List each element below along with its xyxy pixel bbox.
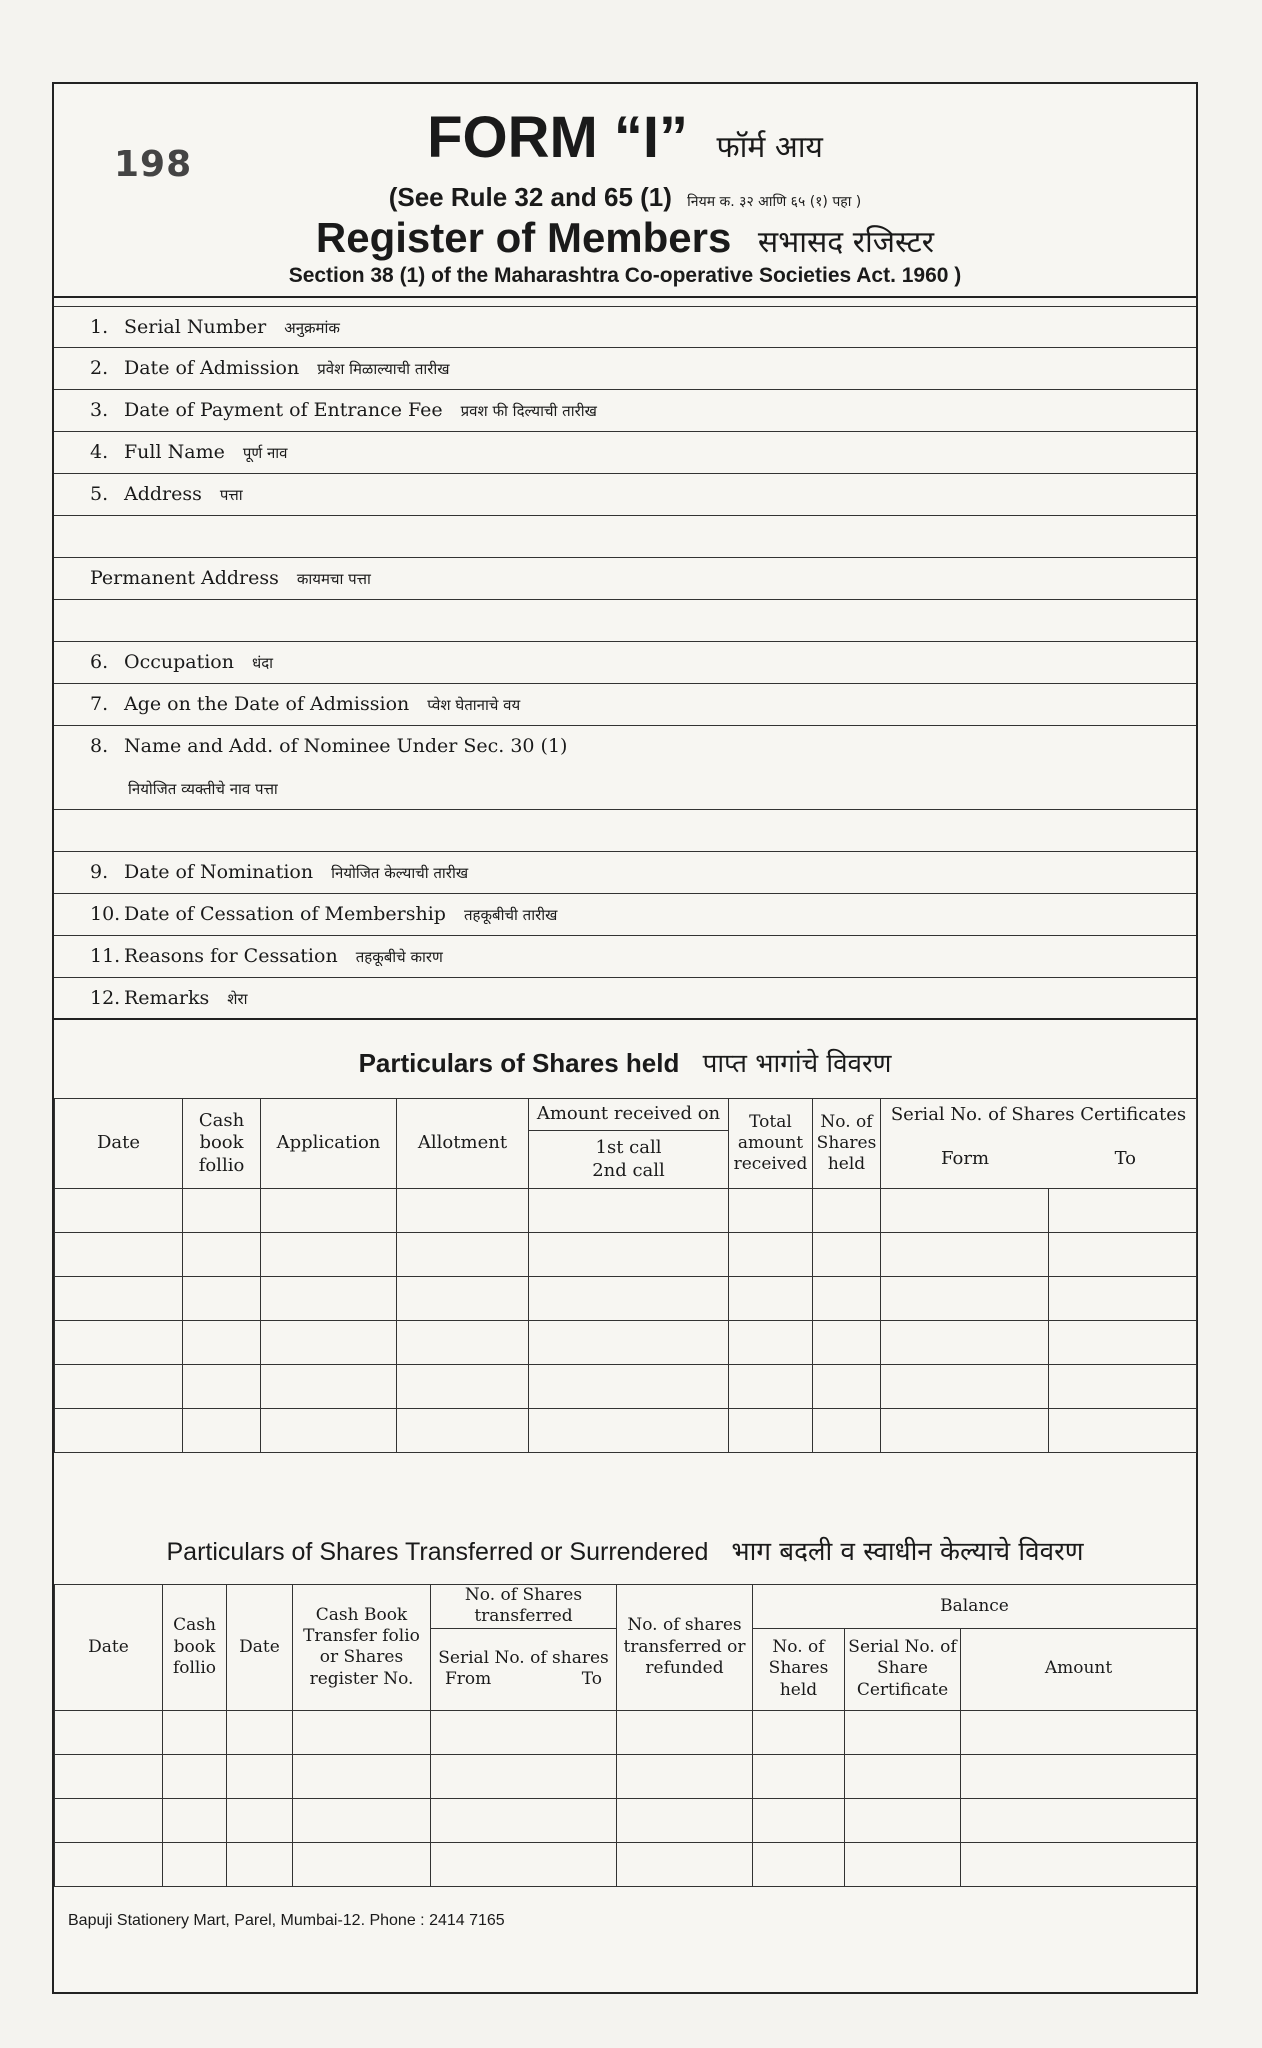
table-cell[interactable] [293, 1842, 431, 1886]
shares-transferred-title-text: Particulars of Shares Transferred or Surrendered [166, 1538, 709, 1566]
table-row [55, 1365, 1197, 1409]
table-cell[interactable] [1049, 1365, 1197, 1409]
table-cell[interactable] [293, 1754, 431, 1798]
field-number: 2. [90, 357, 109, 379]
table-cell[interactable] [813, 1321, 881, 1365]
table-cell[interactable] [1049, 1233, 1197, 1277]
field-label-devanagari: प्वेश घेतानाचे वय [427, 696, 521, 714]
table-cell[interactable] [293, 1710, 431, 1754]
table-cell[interactable] [261, 1321, 397, 1365]
table-cell[interactable] [397, 1277, 529, 1321]
table-cell[interactable] [1049, 1277, 1197, 1321]
table-cell[interactable] [163, 1754, 227, 1798]
handwritten-number: 198 [114, 144, 193, 185]
table-cell[interactable] [845, 1798, 961, 1842]
field-number: 1. [90, 316, 109, 338]
table-cell[interactable] [729, 1321, 813, 1365]
col-calls [529, 1131, 729, 1189]
table-cell[interactable] [183, 1277, 261, 1321]
table-cell[interactable] [845, 1842, 961, 1886]
col-balance-amount: Amount [961, 1628, 1197, 1710]
field-label-devanagari: नियोजित केल्याची तारीख [331, 864, 469, 882]
rule-reference [54, 182, 1196, 213]
table-cell[interactable] [881, 1365, 1049, 1409]
table-cell[interactable] [431, 1798, 617, 1842]
col-serial-no-shares [431, 1628, 617, 1710]
table-cell[interactable] [881, 1233, 1049, 1277]
table-cell[interactable] [431, 1842, 617, 1886]
table-cell[interactable] [55, 1754, 163, 1798]
member-fields [54, 306, 1196, 1020]
table-cell[interactable] [261, 1365, 397, 1409]
field-label: Date of Payment of Entrance Fee [124, 399, 443, 421]
table-cell[interactable] [397, 1189, 529, 1233]
field-label: Occupation [124, 651, 234, 673]
col-to: To [1114, 1148, 1137, 1169]
table-cell[interactable] [617, 1842, 753, 1886]
table-cell[interactable] [529, 1321, 729, 1365]
col-date: Date [55, 1585, 163, 1711]
table-cell[interactable] [813, 1189, 881, 1233]
table-cell[interactable] [55, 1409, 183, 1453]
shares-held-title-text: Particulars of Shares held [358, 1048, 680, 1078]
field-label: Date of Admission [124, 357, 300, 379]
table-cell[interactable] [261, 1233, 397, 1277]
form-title-devanagari: फॉर्म आय [716, 130, 823, 165]
field-label: Reasons for Cessation [124, 945, 338, 967]
register-title-text: Register of Members [315, 214, 732, 261]
table-cell[interactable] [55, 1798, 163, 1842]
table-cell[interactable] [617, 1754, 753, 1798]
table-cell[interactable] [163, 1710, 227, 1754]
table-cell[interactable] [529, 1189, 729, 1233]
table-row [55, 1277, 1197, 1321]
field-number: 5. [90, 483, 109, 505]
field-number: 12. [90, 987, 121, 1009]
table-cell[interactable] [845, 1710, 961, 1754]
act-reference: Section 38 (1) of the Maharashtra Co-operative Societies Act. 1960 ) [288, 264, 962, 287]
table-cell[interactable] [729, 1365, 813, 1409]
shares-transferred-title-devanagari: भाग बदली व स्वाधीन केल्याचे विवरण [731, 1537, 1084, 1567]
col-amount-received-on: Amount received on [529, 1099, 729, 1131]
field-label: Full Name [124, 441, 225, 463]
table-cell[interactable] [881, 1189, 1049, 1233]
table-cell[interactable] [845, 1754, 961, 1798]
rule-reference-text: (See Rule 32 and 65 (1) [388, 182, 672, 212]
table-cell[interactable] [397, 1321, 529, 1365]
field-number: 6. [90, 651, 109, 673]
table-cell[interactable] [55, 1233, 183, 1277]
register-title [54, 214, 1196, 262]
form-title [54, 104, 1196, 171]
table-cell[interactable] [163, 1842, 227, 1886]
table-cell[interactable] [55, 1321, 183, 1365]
col-transferred-or-refunded: No. of shares transferred or refunded [617, 1585, 753, 1711]
shares-held-table [54, 1098, 1197, 1453]
field-number: 10. [90, 903, 121, 925]
col-from: Form [941, 1148, 990, 1169]
shares-held-title-devanagari: पाप्त भागांचे विवरण [702, 1049, 892, 1079]
field-row-nominee[interactable] [54, 726, 1196, 768]
table-cell[interactable] [183, 1233, 261, 1277]
col-second-call: 2nd call [592, 1159, 665, 1181]
field-row-full-name[interactable] [54, 432, 1196, 474]
field-label: Address [124, 483, 202, 505]
field-row-date-of-nomination[interactable] [54, 852, 1196, 894]
table-cell[interactable] [881, 1277, 1049, 1321]
col-serial-no-certificates: Serial No. of Shares Certificates [881, 1099, 1197, 1131]
form-header [54, 84, 1196, 298]
col-serial-no-label: Serial No. of shares [438, 1647, 609, 1668]
table-cell[interactable] [227, 1842, 293, 1886]
form-title-text: FORM “I” [427, 105, 689, 170]
table-cell[interactable] [397, 1233, 529, 1277]
rule-reference-devanagari: नियम क. ३२ आणि ६५ (१) पहा ) [687, 194, 862, 210]
field-row-date-of-cessation[interactable] [54, 894, 1196, 936]
table-cell[interactable] [529, 1365, 729, 1409]
field-label-devanagari: पत्ता [219, 486, 243, 504]
table-row [55, 1233, 1197, 1277]
field-number: 11. [90, 945, 121, 967]
table-cell[interactable] [293, 1798, 431, 1842]
table-cell[interactable] [813, 1365, 881, 1409]
field-label-devanagari: शेरा [227, 990, 248, 1008]
field-label-devanagari: धंदा [251, 654, 274, 672]
field-row-age-on-admission[interactable] [54, 684, 1196, 726]
field-number: 3. [90, 399, 109, 421]
table-cell[interactable] [753, 1754, 845, 1798]
field-label-devanagari: तहकूबीची तारीख [463, 906, 558, 924]
field-row-address-continued[interactable] [54, 516, 1196, 558]
col-balance-no-of-shares: No. of Shares held [753, 1628, 845, 1710]
col-cash-book-folio: Cash book follio [163, 1585, 227, 1711]
form-page [52, 82, 1198, 1994]
table-cell[interactable] [431, 1710, 617, 1754]
col-date-2: Date [227, 1585, 293, 1711]
table-cell[interactable] [55, 1842, 163, 1886]
table-row [55, 1754, 1197, 1798]
field-row-entrance-fee-date[interactable] [54, 390, 1196, 432]
field-number: 7. [90, 693, 109, 715]
field-row-serial-number[interactable] [54, 306, 1196, 348]
col-date: Date [55, 1099, 183, 1189]
table-cell[interactable] [55, 1277, 183, 1321]
field-number: 4. [90, 441, 109, 463]
table-cell[interactable] [529, 1409, 729, 1453]
table-cell[interactable] [55, 1365, 183, 1409]
field-number: 9. [90, 861, 109, 883]
shares-held-body [55, 1189, 1197, 1453]
field-label: Permanent Address [90, 567, 279, 589]
table-cell[interactable] [1049, 1409, 1197, 1453]
table-row [55, 1189, 1197, 1233]
table-cell[interactable] [397, 1365, 529, 1409]
shares-held-title [54, 1044, 1196, 1080]
table-cell[interactable] [529, 1277, 729, 1321]
col-total-amount-received: Total amount received [729, 1099, 813, 1189]
table-cell[interactable] [1049, 1321, 1197, 1365]
field-label: Name and Add. of Nominee Under Sec. 30 (1) [124, 735, 568, 757]
table-row [55, 1842, 1197, 1886]
table-row [55, 1710, 1197, 1754]
table-cell[interactable] [753, 1798, 845, 1842]
shares-transferred-body [55, 1710, 1197, 1886]
table-cell[interactable] [397, 1409, 529, 1453]
field-row-date-of-admission[interactable] [54, 348, 1196, 390]
field-number: 8. [90, 735, 109, 757]
table-cell[interactable] [183, 1365, 261, 1409]
table-cell[interactable] [261, 1189, 397, 1233]
col-balance: Balance [753, 1585, 1197, 1629]
field-label-devanagari: प्रवश फी दिल्याची तारीख [460, 402, 597, 420]
field-row-address[interactable] [54, 474, 1196, 516]
shares-transferred-table [54, 1584, 1197, 1887]
table-cell[interactable] [881, 1321, 1049, 1365]
register-title-devanagari: सभासद रजिस्टर [757, 225, 935, 260]
table-cell[interactable] [227, 1710, 293, 1754]
table-cell[interactable] [183, 1321, 261, 1365]
table-cell[interactable] [729, 1189, 813, 1233]
col-first-call: 1st call [595, 1137, 662, 1158]
field-label-devanagari: तहकूबीचे कारण [355, 948, 443, 966]
table-cell[interactable] [753, 1710, 845, 1754]
table-row [55, 1409, 1197, 1453]
table-cell[interactable] [729, 1277, 813, 1321]
table-cell[interactable] [55, 1710, 163, 1754]
printer-imprint: Bapuji Stationery Mart, Parel, Mumbai-12. Phone : 2414 7165 [68, 1912, 505, 1929]
table-cell[interactable] [529, 1233, 729, 1277]
table-cell[interactable] [813, 1409, 881, 1453]
col-from-to [881, 1131, 1197, 1189]
field-label-devanagari: पूर्ण नाव [242, 444, 288, 462]
table-cell[interactable] [261, 1277, 397, 1321]
field-label: Date of Nomination [124, 861, 314, 883]
field-label: Date of Cessation of Membership [124, 903, 446, 925]
table-cell[interactable] [729, 1409, 813, 1453]
table-cell[interactable] [961, 1754, 1197, 1798]
table-cell[interactable] [961, 1710, 1197, 1754]
table-cell[interactable] [1049, 1189, 1197, 1233]
field-label-devanagari: नियोजित व्यक्तीचे नाव पत्ता [128, 780, 278, 798]
table-row [55, 1798, 1197, 1842]
field-row-permanent-address[interactable] [54, 558, 1196, 600]
table-cell[interactable] [961, 1798, 1197, 1842]
field-row-reasons-for-cessation[interactable] [54, 936, 1196, 978]
table-cell[interactable] [261, 1409, 397, 1453]
col-no-of-shares-transferred: No. of Shares transferred [431, 1585, 617, 1629]
table-cell[interactable] [617, 1710, 753, 1754]
col-allotment: Allotment [397, 1099, 529, 1189]
field-label: Age on the Date of Admission [124, 693, 410, 715]
table-cell[interactable] [617, 1798, 753, 1842]
field-row-permanent-address-continued[interactable] [54, 600, 1196, 642]
field-label: Remarks [124, 987, 210, 1009]
table-cell[interactable] [183, 1409, 261, 1453]
header-divider [54, 296, 1196, 298]
col-transfer-folio: Cash Book Transfer folio or Shares register No. [293, 1585, 431, 1711]
table-cell[interactable] [881, 1409, 1049, 1453]
shares-transferred-title [54, 1532, 1196, 1568]
field-row-remarks[interactable] [54, 978, 1196, 1020]
field-row-nominee-continued[interactable] [54, 810, 1196, 852]
table-cell[interactable] [813, 1233, 881, 1277]
col-from: From [445, 1669, 492, 1689]
table-cell[interactable] [183, 1189, 261, 1233]
field-label: Serial Number [124, 316, 267, 338]
table-cell[interactable] [753, 1842, 845, 1886]
col-application: Application [261, 1099, 397, 1189]
table-row [55, 1321, 1197, 1365]
table-cell[interactable] [729, 1233, 813, 1277]
col-to: To [581, 1669, 602, 1689]
col-from-to [431, 1669, 616, 1690]
table-cell[interactable] [55, 1189, 183, 1233]
col-no-of-shares-held: No. of Shares held [813, 1099, 881, 1189]
table-cell[interactable] [813, 1277, 881, 1321]
field-row-occupation[interactable] [54, 642, 1196, 684]
table-cell[interactable] [431, 1754, 617, 1798]
field-label-devanagari: प्रवेश मिळाल्याची तारीख [317, 360, 450, 378]
table-cell[interactable] [961, 1842, 1197, 1886]
table-cell[interactable] [163, 1798, 227, 1842]
col-cash-book-folio: Cash book follio [183, 1099, 261, 1189]
field-label-devanagari: कायमचा पत्ता [296, 570, 371, 588]
field-row-nominee-devanagari[interactable] [54, 768, 1196, 810]
field-label-devanagari: अनुक्रमांक [284, 319, 340, 337]
table-cell[interactable] [227, 1754, 293, 1798]
col-balance-serial-no: Serial No. of Share Certificate [845, 1628, 961, 1710]
table-cell[interactable] [227, 1798, 293, 1842]
